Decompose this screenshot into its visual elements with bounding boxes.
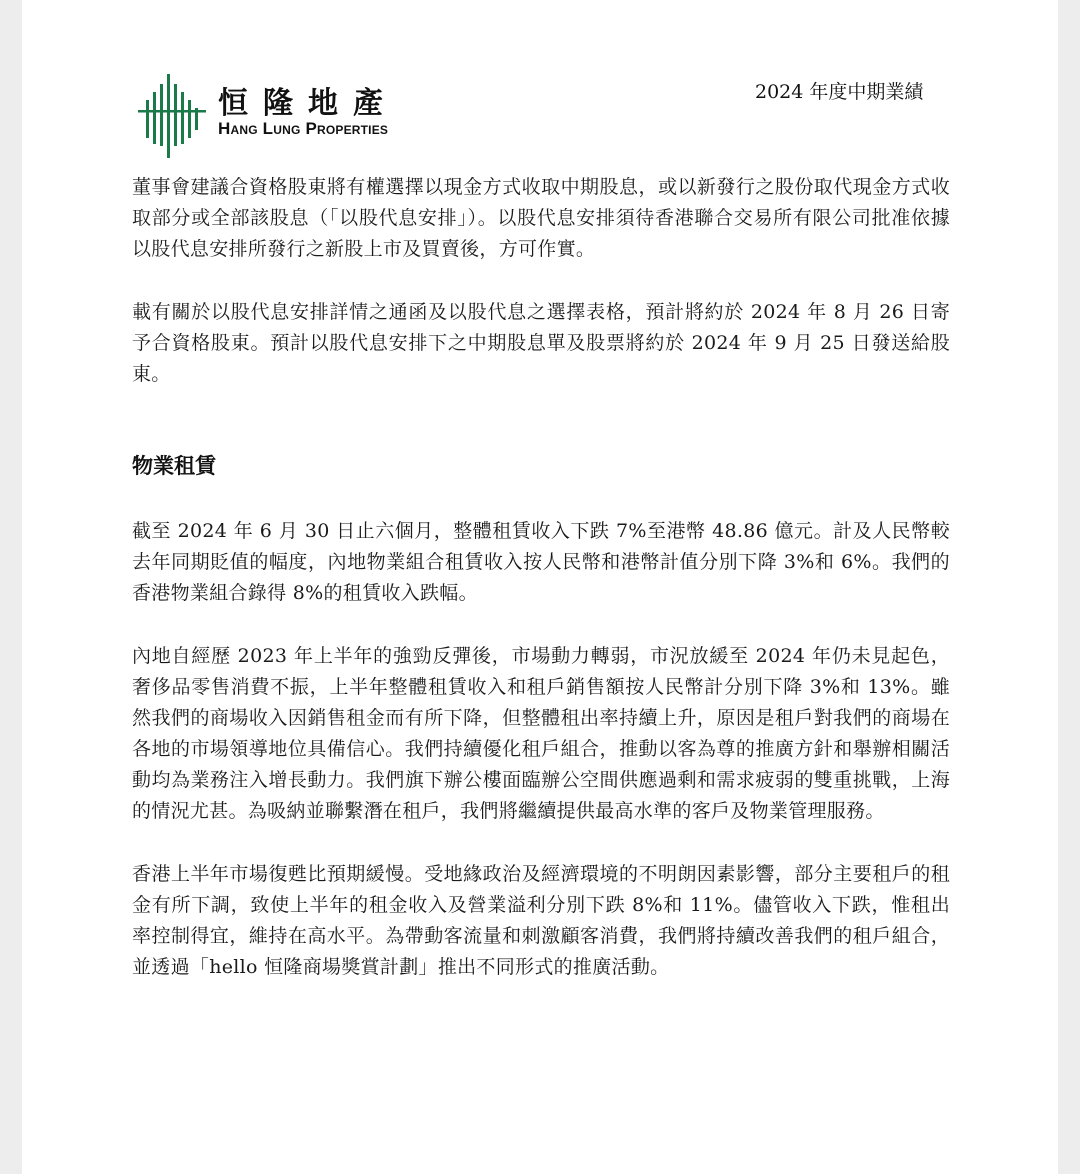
document-page — [22, 0, 1058, 1174]
section-heading: 物業租賃 — [132, 454, 216, 478]
paragraph-hong-kong-market: 香港上半年市場復甦比預期緩慢。受地緣政治及經濟環境的不明朗因素影響，部分主要租戶的租金有所下調，致使上半年的租金收入及營業溢利分別下跌 8%和 11%。儘管收入下跌，惟租出率控制得宜，維持在高水平。為帶動客流量和刺激顧客消費，我們將持續改善我們的租戶組合，並透過「hello 恒隆商場獎賞計劃」推出不同形式的推廣活動。 — [132, 863, 950, 978]
paragraph-mainland-market: 內地自經歷 2023 年上半年的強勁反彈後，市場動力轉弱，市況放緩至 2024 年仍未見起色，奢侈品零售消費不振，上半年整體租賃收入和租戶銷售額按人民幣計分別下降 3%和 13%。雖然我們的商場收入因銷售租金而有所下降，但整體租出率持續上升，原因是租戶對我們的商場在各地的市場領導地位具備信心。我們持續優化租戶組合，推動以客為尊的推廣方針和舉辦相關活動均為業務注入增長動力。我們旗下辦公樓面臨辦公空間供應過剩和需求疲弱的雙重挑戰，上海的情況尤甚。為吸納並聯繫潛在租戶，我們將繼續提供最高水準的客戶及物業管理服務。 — [132, 645, 950, 822]
report-title: 2024 年度中期業績 — [755, 81, 924, 103]
logo-chinese-name: 恒隆地產 — [218, 86, 398, 121]
company-logo — [134, 70, 464, 160]
logo-english-name: Hang Lung Properties — [218, 119, 389, 138]
paragraph-circular-dispatch: 載有關於以股代息安排詳情之通函及以股代息之選擇表格，預計將約於 2024 年 8 月 26 日寄予合資格股東。預計以股代息安排下之中期股息單及股票將約於 2024 年 9 月 25 日發送給股東。 — [132, 301, 950, 385]
paragraph-rental-overview: 截至 2024 年 6 月 30 日止六個月，整體租賃收入下跌 7%至港幣 48.86 億元。計及人民幣較去年同期貶值的幅度，內地物業組合租賃收入按人民幣和港幣計值分別下降 3%和 6%。我們的香港物業組合錄得 8%的租賃收入跌幅。 — [132, 520, 950, 604]
hang-lung-logo-mark-icon — [134, 70, 214, 160]
paragraph-scrip-dividend: 董事會建議合資格股東將有權選擇以現金方式收取中期股息，或以新發行之股份取代現金方式收取部分或全部該股息（「以股代息安排」）。以股代息安排須待香港聯合交易所有限公司批准依據以股代息安排所發行之新股上市及買賣後，方可作實。 — [132, 176, 950, 260]
document-body — [132, 172, 950, 983]
page-header — [22, 0, 1058, 160]
